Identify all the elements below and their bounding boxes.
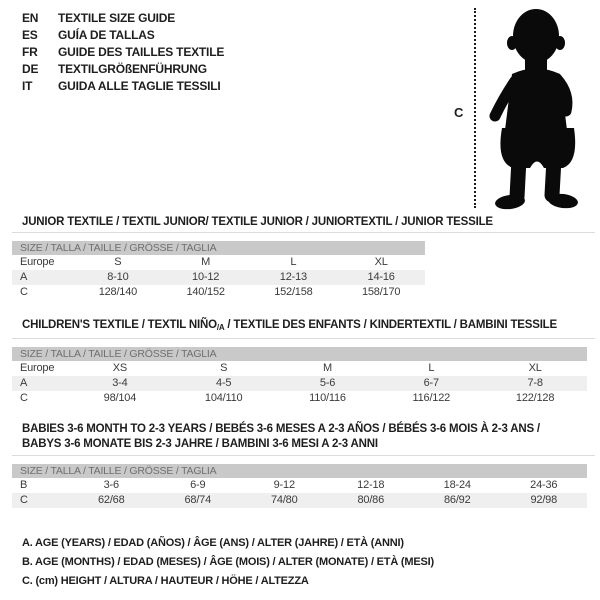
table-cell: A bbox=[20, 377, 28, 389]
table-cell: 92/98 bbox=[530, 494, 558, 506]
table-cell: 104/110 bbox=[204, 392, 243, 404]
language-code: ES bbox=[22, 28, 38, 42]
footnote-b: B. AGE (MONTHS) / EDAD (MESES) / ÂGE (MOIS) / ALTER (MONATE) / ETÀ (MESI) bbox=[22, 556, 434, 568]
section-babies bbox=[12, 422, 595, 508]
height-measure-dotted-line bbox=[474, 8, 476, 208]
size-header-bar: SIZE / TALLA / TAILLE / GRÖSSE / TAGLIA bbox=[12, 464, 587, 478]
footnotes bbox=[22, 534, 434, 591]
table-cell: 12-18 bbox=[357, 479, 385, 491]
table-cell: 110/116 bbox=[309, 392, 346, 404]
table-row bbox=[12, 478, 587, 493]
table-cell: 80/86 bbox=[357, 494, 385, 506]
footnote-c: C. (cm) HEIGHT / ALTURA / HAUTEUR / HÖHE / ALTEZZA bbox=[22, 575, 309, 587]
language-title: GUIDE DES TAILLES TEXTILE bbox=[58, 45, 225, 59]
table-cell: 74/80 bbox=[270, 494, 298, 506]
table-row bbox=[12, 391, 587, 406]
table-cell: C bbox=[20, 392, 28, 404]
table-cell: 5-6 bbox=[319, 377, 336, 389]
table-cell: 10-12 bbox=[192, 271, 220, 283]
table-cell: 116/122 bbox=[412, 392, 451, 404]
table-cell: 18-24 bbox=[443, 479, 471, 491]
section-title: JUNIOR TEXTILE / TEXTIL JUNIOR/ TEXTILE JUNIOR / JUNIORTEXTIL / JUNIOR TESSILE bbox=[22, 216, 493, 228]
section-title bbox=[22, 318, 595, 335]
table-cell: 7-8 bbox=[527, 377, 543, 389]
footnote-a: A. AGE (YEARS) / EDAD (AÑOS) / ÂGE (ANS) / ALTER (JAHRE) / ETÀ (ANNI) bbox=[22, 537, 404, 549]
language-code: DE bbox=[22, 62, 39, 76]
language-code: IT bbox=[22, 79, 33, 93]
table-cell: 98/104 bbox=[103, 392, 137, 404]
table-cell: 24-36 bbox=[530, 479, 558, 491]
height-measure-label: C bbox=[454, 105, 464, 120]
table-cell: XL bbox=[528, 362, 542, 374]
language-row-en bbox=[22, 10, 224, 27]
table-cell: 68/74 bbox=[184, 494, 212, 506]
table-cell: 3-4 bbox=[112, 377, 128, 389]
section-title bbox=[22, 422, 595, 452]
table-row bbox=[12, 361, 587, 376]
table-row bbox=[12, 493, 587, 508]
table-cell: 140/152 bbox=[186, 286, 225, 298]
section-divider bbox=[12, 232, 595, 233]
table-cell: 8-10 bbox=[107, 271, 129, 283]
section-title-line2: BABYS 3-6 MONATE BIS 2-3 JAHRE / BAMBINI 3-6 MESI A 2-3 ANNI bbox=[22, 438, 378, 450]
language-title: TEXTILGRÖßENFÜHRUNG bbox=[58, 62, 207, 76]
table-row bbox=[12, 376, 587, 391]
table-cell: A bbox=[20, 271, 28, 283]
table-row bbox=[12, 285, 425, 300]
language-list bbox=[22, 10, 224, 95]
table-cell: 86/92 bbox=[443, 494, 471, 506]
language-title: GUIDA ALLE TAGLIE TESSILI bbox=[58, 79, 221, 93]
table-cell: 3-6 bbox=[103, 479, 119, 491]
table-cell: 14-16 bbox=[367, 271, 395, 283]
table-cell: S bbox=[114, 256, 122, 268]
table-cell: 6-7 bbox=[423, 377, 439, 389]
table-cell: 6-9 bbox=[190, 479, 206, 491]
table-row bbox=[12, 255, 425, 270]
section-title-subscript: /A bbox=[216, 323, 225, 332]
section-children bbox=[12, 318, 595, 406]
table-cell: 158/170 bbox=[361, 286, 401, 298]
section-title-text: CHILDREN'S TEXTILE / TEXTIL NIÑO bbox=[22, 319, 217, 331]
table-cell: XS bbox=[112, 362, 128, 374]
table-cell: 128/140 bbox=[98, 286, 138, 298]
toddler-silhouette-icon bbox=[486, 4, 592, 212]
table-cell: S bbox=[220, 362, 228, 374]
table-cell: XL bbox=[374, 256, 388, 268]
table-cell: M bbox=[323, 362, 332, 374]
section-title-line1: BABIES 3-6 MONTH TO 2-3 YEARS / BEBÉS 3-6 MESES A 2-3 AÑOS / BÉBÉS 3-6 MOIS À 2-3 ANS / bbox=[22, 423, 540, 435]
table-cell: C bbox=[20, 286, 28, 298]
language-title: GUÍA DE TALLAS bbox=[58, 28, 155, 42]
language-title: TEXTILE SIZE GUIDE bbox=[58, 11, 176, 25]
section-divider bbox=[12, 455, 595, 456]
size-header-bar: SIZE / TALLA / TAILLE / GRÖSSE / TAGLIA bbox=[12, 347, 587, 361]
table-cell: L bbox=[290, 256, 297, 268]
table-cell: 9-12 bbox=[273, 479, 295, 491]
language-row-it bbox=[22, 78, 224, 95]
table-cell: 62/68 bbox=[97, 494, 125, 506]
language-row-fr bbox=[22, 44, 224, 61]
table-cell: M bbox=[201, 256, 211, 268]
table-cell: 152/158 bbox=[274, 286, 313, 298]
section-divider bbox=[12, 338, 595, 339]
table-cell: L bbox=[428, 362, 435, 374]
language-code: EN bbox=[22, 11, 39, 25]
table-cell: 122/128 bbox=[515, 392, 555, 404]
language-code: FR bbox=[22, 45, 38, 59]
table-cell: B bbox=[20, 479, 28, 491]
section-title-text: / TEXTILE DES ENFANTS / KINDERTEXTIL / BAMBINI TESSILE bbox=[224, 319, 557, 331]
section-junior bbox=[12, 215, 595, 300]
language-row-de bbox=[22, 61, 224, 78]
table-cell: Europe bbox=[20, 362, 55, 374]
table-cell: 12-13 bbox=[279, 271, 307, 283]
language-row-es bbox=[22, 27, 224, 44]
table-cell: 4-5 bbox=[216, 377, 232, 389]
table-cell: C bbox=[20, 494, 28, 506]
size-header-bar: SIZE / TALLA / TAILLE / GRÖSSE / TAGLIA bbox=[12, 241, 425, 255]
table-cell: Europe bbox=[20, 256, 55, 268]
table-row bbox=[12, 270, 425, 285]
